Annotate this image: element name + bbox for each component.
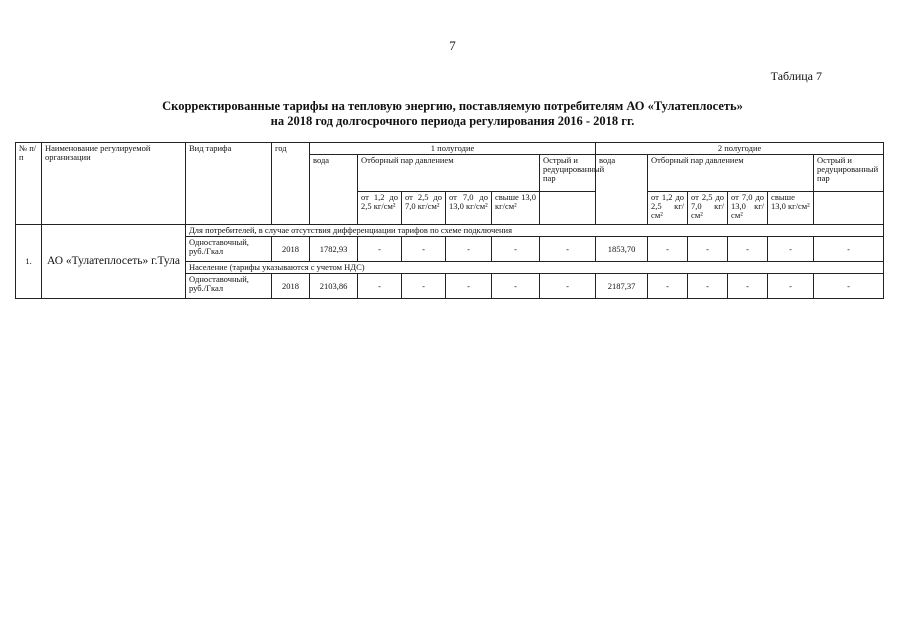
group-1-label: Для потребителей, в случае отсутствия дифференциации тарифов по схеме подключения (186, 225, 884, 237)
header-pressure-2-h1: от 2,5 до 7,0 кг/см² (402, 192, 446, 225)
water-value-h1: 1782,93 (310, 237, 358, 262)
dash-cell: - (492, 274, 540, 299)
dash-cell: - (540, 274, 596, 299)
header-pressure-1-h2: от 1,2 до 2,5 кг/см² (648, 192, 688, 225)
header-pressure-4-h1: свыше 13,0 кг/см² (492, 192, 540, 225)
header-num: № п/п (16, 143, 42, 225)
header-org-name: Наименование регулируемой организации (42, 143, 186, 225)
dash-cell: - (814, 237, 884, 262)
organization-name: АО «Тулатеплосеть» г.Тула (42, 225, 186, 299)
header-year: год (272, 143, 310, 225)
dash-cell: - (648, 237, 688, 262)
group-1-row (16, 225, 884, 237)
header-pressure-2-h2: от 2,5 до 7,0 кг/см² (688, 192, 728, 225)
water-value-h2: 1853,70 (596, 237, 648, 262)
header-sharp-steam-h2: Острый и редуцированный пар (814, 155, 884, 192)
table-label: Таблица 7 (770, 69, 822, 83)
dash-cell: - (402, 237, 446, 262)
header-row-1 (16, 143, 884, 155)
water-value-h2: 2187,37 (596, 274, 648, 299)
year-cell: 2018 (272, 274, 310, 299)
tariff-label: Одноставочный, руб./Гкал (186, 237, 272, 262)
header-selected-steam-h1: Отборный пар давлением (358, 155, 540, 192)
dash-cell: - (402, 274, 446, 299)
page-number: 7 (449, 38, 456, 53)
header-sharp-steam-h1: Острый и редуцированный пар (540, 155, 596, 192)
header-sharp-empty-h1 (540, 192, 596, 225)
title-line-1: Скорректированные тарифы на тепловую энергию, поставляемую потребителям АО «Тулатеплосеть» (162, 99, 743, 113)
water-value-h1: 2103,86 (310, 274, 358, 299)
tariff-label: Одноставочный, руб./Гкал (186, 274, 272, 299)
header-sharp-empty-h2 (814, 192, 884, 225)
dash-cell: - (728, 274, 768, 299)
document-title (0, 99, 905, 129)
dash-cell: - (358, 237, 402, 262)
dash-cell: - (446, 237, 492, 262)
dash-cell: - (540, 237, 596, 262)
row-number: 1. (16, 225, 42, 299)
header-selected-steam-h2: Отборный пар давлением (648, 155, 814, 192)
year-cell: 2018 (272, 237, 310, 262)
title-line-2: на 2018 год долгосрочного периода регулирования 2016 - 2018 гг. (270, 114, 635, 128)
header-half-1: 1 полугодие (310, 143, 596, 155)
dash-cell: - (768, 274, 814, 299)
dash-cell: - (688, 237, 728, 262)
header-pressure-4-h2: свыше 13,0 кг/см² (768, 192, 814, 225)
dash-cell: - (688, 274, 728, 299)
header-half-2: 2 полугодие (596, 143, 884, 155)
dash-cell: - (492, 237, 540, 262)
header-water-h2: вода (596, 155, 648, 225)
group-2-label: Население (тарифы указываются с учетом НДС) (186, 262, 884, 274)
header-pressure-3-h2: от 7,0 до 13,0 кг/см² (728, 192, 768, 225)
dash-cell: - (446, 274, 492, 299)
tariff-table (15, 142, 884, 299)
header-water-h1: вода (310, 155, 358, 225)
header-pressure-3-h1: от 7,0 до 13,0 кг/см² (446, 192, 492, 225)
header-pressure-1-h1: от 1,2 до 2,5 кг/см² (358, 192, 402, 225)
dash-cell: - (648, 274, 688, 299)
header-tariff-type: Вид тарифа (186, 143, 272, 225)
dash-cell: - (358, 274, 402, 299)
dash-cell: - (814, 274, 884, 299)
dash-cell: - (768, 237, 814, 262)
dash-cell: - (728, 237, 768, 262)
